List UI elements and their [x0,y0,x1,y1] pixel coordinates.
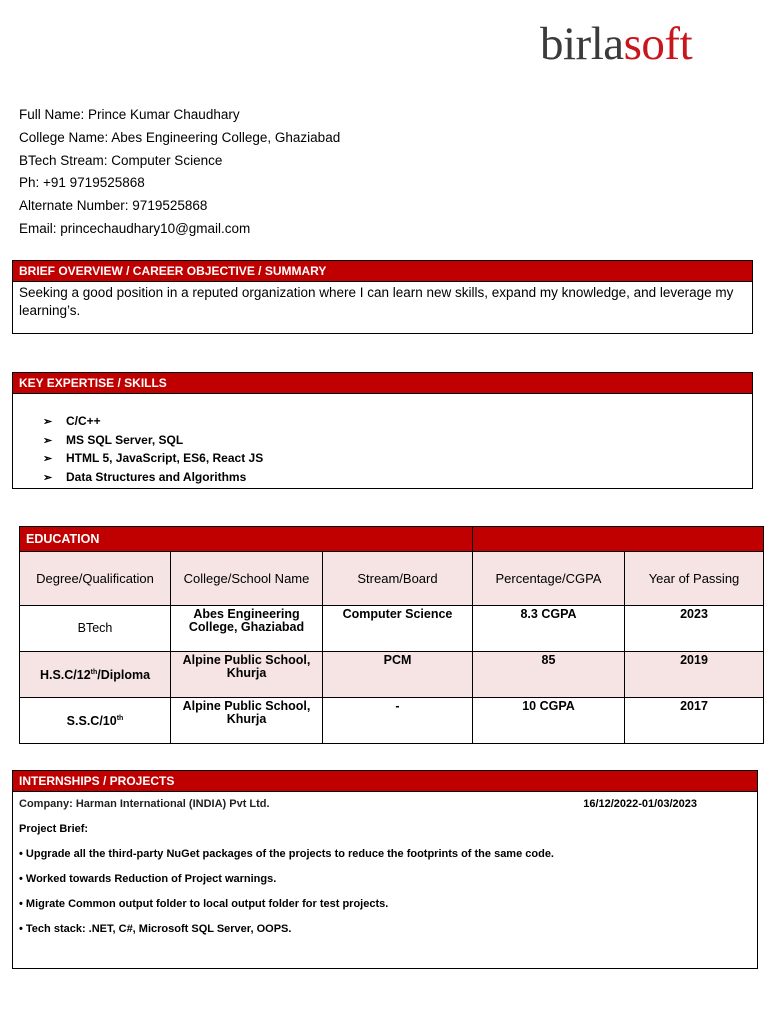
project-point: • Migrate Common output folder to local output folder for test projects. [19,898,389,910]
score-cell: 10 CGPA [473,698,625,744]
arrow-bullet-icon: ➢ [43,471,53,484]
logo-text-soft: soft [623,18,693,70]
stream-cell: PCM [323,652,473,698]
skills-heading: KEY EXPERTISE / SKILLS [13,373,752,394]
internships-heading: INTERNSHIPS / PROJECTS [13,771,757,792]
list-item [43,468,752,487]
column-header: Stream/Board [323,552,473,606]
phone: Ph: +91 9719525868 [19,175,145,191]
overview-section [12,260,753,334]
overview-text: Seeking a good position in a reputed organization where I can learn new skills, expand my knowledge, and leverage my learning’s. [19,285,734,318]
alternate-number: Alternate Number: 9719525868 [19,198,208,214]
degree-text: H.S.C/12 [39,668,91,683]
internships-section [12,770,758,969]
project-point: • Worked towards Reduction of Project warnings. [19,873,277,885]
degree-superscript: th [116,714,124,722]
list-item [43,449,752,468]
skill-text: Data Structures and Algorithms [66,469,247,484]
year-cell: 2017 [625,698,764,744]
overview-heading: BRIEF OVERVIEW / CAREER OBJECTIVE / SUMMARY [13,261,752,282]
column-header: Degree/Qualification [20,552,171,606]
column-header: College/School Name [171,552,323,606]
degree-text: BTech [77,620,113,635]
college-cell: Alpine Public School, Khurja [171,698,323,744]
arrow-bullet-icon: ➢ [43,434,53,447]
full-name: Full Name: Prince Kumar Chaudhary [19,107,240,122]
year-cell: 2019 [625,652,764,698]
email: Email: princechaudhary10@gmail.com [19,220,251,236]
degree-suffix: /Diploma [97,668,151,683]
stream-cell: Computer Science [323,606,473,652]
internship-dates: 16/12/2022-01/03/2023 [583,798,697,810]
table-header-row [20,552,764,606]
list-item [43,412,752,431]
table-row [20,606,764,652]
arrow-bullet-icon: ➢ [43,416,53,428]
birlasoft-logo [540,14,692,74]
skill-text: C/C++ [66,414,101,428]
degree-text: S.S.C/10 [66,714,117,729]
arrow-bullet-icon: ➢ [43,453,53,465]
skill-text: MS SQL Server, SQL [66,432,184,447]
skills-list [13,394,752,486]
score-cell: 8.3 CGPA [473,606,625,652]
education-heading: EDUCATION [20,527,473,552]
table-row [20,698,764,744]
logo-text-birla: birla [540,18,624,70]
company-name: Company: Harman International (INDIA) Pvt Ltd. [19,798,270,810]
internship-details [13,792,757,954]
column-header: Percentage/CGPA [473,552,625,606]
score-cell: 85 [473,652,625,698]
college-cell: Abes Engineering College, Ghaziabad [171,606,323,652]
btech-stream: BTech Stream: Computer Science [19,152,223,168]
skill-text: HTML 5, JavaScript, ES6, React JS [66,451,264,465]
project-point: • Tech stack: .NET, C#, Microsoft SQL Server, OOPS. [19,923,292,935]
year-cell: 2023 [625,606,764,652]
project-point: • Upgrade all the third-party NuGet packages of the projects to reduce the footprints of the same code. [19,848,554,860]
skills-section [12,372,753,489]
degree-cell [20,606,171,652]
degree-cell [20,698,171,744]
column-header: Year of Passing [625,552,764,606]
education-heading-blank [473,527,764,552]
education-table [19,526,764,744]
degree-cell [20,652,171,698]
project-brief-label: Project Brief: [19,823,89,835]
college-name: College Name: Abes Engineering College, Ghaziabad [19,129,341,145]
list-item [43,431,752,450]
college-cell: Alpine Public School, Khurja [171,652,323,698]
table-row [20,652,764,698]
stream-cell: - [323,698,473,744]
degree-superscript: th [90,668,98,676]
personal-details [19,104,340,241]
